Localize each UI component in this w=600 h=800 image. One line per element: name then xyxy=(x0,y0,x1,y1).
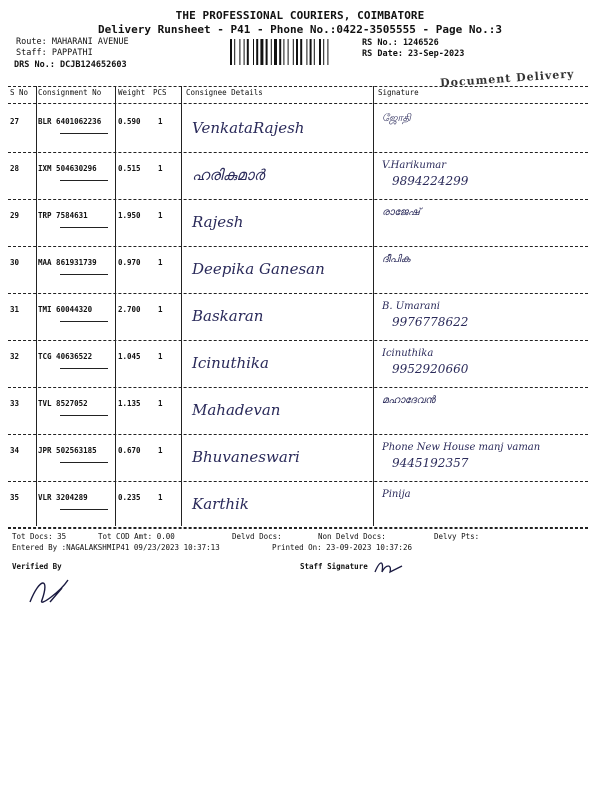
row-weight: 0.590 xyxy=(118,117,141,126)
row-consignment: MAA 861931739 xyxy=(38,258,97,267)
signature-handwriting: ദീപിക xyxy=(382,254,411,265)
tot-cod-amt: Tot COD Amt: 0.00 xyxy=(98,532,175,541)
row-weight: 0.970 xyxy=(118,258,141,267)
col-signature: Signature xyxy=(378,88,419,97)
row-pcs: 1 xyxy=(158,305,163,314)
consignee-handwriting: Karthik xyxy=(192,495,249,513)
barcode-bar xyxy=(274,39,277,65)
signature-handwriting: ஜோதி xyxy=(382,113,411,124)
consignee-handwriting: Icinuthika xyxy=(192,354,269,372)
signature-handwriting: B. Umarani xyxy=(382,301,440,312)
runsheet-subtitle: Delivery Runsheet - P41 - Phone No.:0422-3505555 - Page No.:3 xyxy=(98,23,502,36)
row-separator xyxy=(8,246,588,247)
col-sno: S No xyxy=(10,88,29,97)
row-separator xyxy=(8,199,588,200)
barcode-bar xyxy=(296,39,298,65)
signature-handwriting: V.Harikumar xyxy=(382,160,447,171)
header-bottom-rule xyxy=(8,103,588,104)
row-separator xyxy=(8,481,588,482)
printed-on: Printed On: 23-09-2023 10:37:26 xyxy=(272,543,412,552)
row-sno: 27 xyxy=(10,117,20,126)
col-weight: Weight xyxy=(118,88,146,97)
delvd-docs: Delvd Docs: xyxy=(232,532,282,541)
barcode-bar xyxy=(293,39,294,65)
row-consignment: TCG 40636522 xyxy=(38,352,93,361)
consignee-handwriting: VenkataRajesh xyxy=(192,119,305,137)
consignee-handwriting: Baskaran xyxy=(192,307,264,325)
barcode-bar xyxy=(244,39,245,65)
consignment-underline xyxy=(60,509,108,510)
row-weight: 0.235 xyxy=(118,493,141,502)
consignment-underline xyxy=(60,133,108,134)
row-separator xyxy=(8,387,588,388)
barcode-bar xyxy=(260,39,263,65)
row-consignment: TVL 8527052 xyxy=(38,399,88,408)
tot-docs: Tot Docs: 35 xyxy=(12,532,67,541)
row-sno: 33 xyxy=(10,399,20,408)
row-separator xyxy=(8,528,588,529)
consignee-handwriting: Deepika Ganesan xyxy=(192,260,325,278)
delivery-stamp: Document Delivery xyxy=(439,67,575,90)
barcode-bar xyxy=(314,39,315,65)
signature-handwriting: Phone New House manj vaman xyxy=(382,442,541,453)
row-sno: 34 xyxy=(10,446,20,455)
row-sno: 32 xyxy=(10,352,20,361)
signature-handwriting: മഹാദേവൻ xyxy=(382,395,436,406)
row-sno: 31 xyxy=(10,305,20,314)
barcode-bar xyxy=(253,39,254,65)
signature-handwriting: രാജേഷ് xyxy=(382,207,420,218)
barcode-icon xyxy=(230,39,358,65)
row-weight: 0.515 xyxy=(118,164,141,173)
barcode-bar xyxy=(239,39,240,65)
col-consignee: Consignee Details xyxy=(186,88,263,97)
barcode-bar xyxy=(230,39,232,65)
barcode-bar xyxy=(288,39,289,65)
staff-label: Staff: PAPPATHI xyxy=(16,48,93,58)
row-pcs: 1 xyxy=(158,352,163,361)
barcode-bar xyxy=(327,39,328,65)
consignment-underline xyxy=(60,274,108,275)
signature-handwriting-2: 9445192357 xyxy=(392,456,469,470)
rs-date: RS Date: 23-Sep-2023 xyxy=(362,49,465,59)
non-delvd-docs: Non Delvd Docs: xyxy=(318,532,386,541)
row-sno: 28 xyxy=(10,164,20,173)
barcode-bar xyxy=(306,39,307,65)
drs-number: DRS No.: DCJB124652603 xyxy=(14,60,127,70)
row-consignment: IXM 504630296 xyxy=(38,164,97,173)
row-weight: 1.135 xyxy=(118,399,141,408)
row-consignment: VLR 3204289 xyxy=(38,493,88,502)
row-weight: 2.700 xyxy=(118,305,141,314)
barcode-bar xyxy=(300,39,302,65)
row-consignment: BLR 6401062236 xyxy=(38,117,102,126)
verified-by: Verified By xyxy=(12,562,62,571)
row-separator xyxy=(8,293,588,294)
barcode-bar xyxy=(256,39,258,65)
consignment-underline xyxy=(60,368,108,369)
signature-handwriting: Pinija xyxy=(382,489,411,500)
row-weight: 0.670 xyxy=(118,446,141,455)
header-top-rule xyxy=(8,86,588,87)
barcode-bar xyxy=(323,39,324,65)
row-separator xyxy=(8,152,588,153)
signature-handwriting-2: 9976778622 xyxy=(392,315,469,329)
row-sno: 29 xyxy=(10,211,20,220)
row-consignment: TMI 60044320 xyxy=(38,305,93,314)
signature-handwriting: Icinuthika xyxy=(382,348,434,359)
consignment-underline xyxy=(60,462,108,463)
row-sno: 30 xyxy=(10,258,20,267)
row-weight: 1.950 xyxy=(118,211,141,220)
row-separator xyxy=(8,434,588,435)
row-separator xyxy=(8,340,588,341)
consignment-underline xyxy=(60,180,108,181)
barcode-bar xyxy=(279,39,281,65)
barcode-bar xyxy=(283,39,284,65)
verifier-signature-icon xyxy=(20,572,80,612)
row-pcs: 1 xyxy=(158,211,163,220)
barcode-bar xyxy=(234,39,235,65)
consignee-handwriting: Rajesh xyxy=(192,213,244,231)
consignment-underline xyxy=(60,415,108,416)
consignment-underline xyxy=(60,227,108,228)
row-pcs: 1 xyxy=(158,164,163,173)
route-label: Route: MAHARANI AVENUE xyxy=(16,37,129,47)
row-pcs: 1 xyxy=(158,258,163,267)
barcode-bar xyxy=(247,39,249,65)
signature-handwriting-2: 9952920660 xyxy=(392,362,469,376)
row-pcs: 1 xyxy=(158,399,163,408)
consignee-handwriting: Bhuvaneswari xyxy=(192,448,300,466)
table-header xyxy=(8,88,588,100)
row-weight: 1.045 xyxy=(118,352,141,361)
barcode-bar xyxy=(310,39,312,65)
row-consignment: TRP 7584631 xyxy=(38,211,88,220)
row-consignment: JPR 502563185 xyxy=(38,446,97,455)
barcode-bar xyxy=(271,39,272,65)
col-consignment: Consignment No xyxy=(38,88,102,97)
staff-signature: Staff Signature xyxy=(300,562,368,571)
rs-number: RS No.: 1246526 xyxy=(362,38,439,48)
delvy-pts: Delvy Pts: xyxy=(434,532,480,541)
barcode-bar xyxy=(266,39,268,65)
signature-handwriting-2: 9894224299 xyxy=(392,174,469,188)
barcode-bar xyxy=(319,39,321,65)
company-title: THE PROFESSIONAL COURIERS, COIMBATORE xyxy=(175,9,425,22)
entered-by: Entered By :NAGALAKSHMIP41 09/23/2023 10:37:13 xyxy=(12,543,220,552)
row-sno: 35 xyxy=(10,493,20,502)
staff-signature-icon xyxy=(372,558,408,578)
footer-rule xyxy=(8,527,588,528)
consignee-handwriting: Mahadevan xyxy=(192,401,281,419)
row-pcs: 1 xyxy=(158,493,163,502)
col-pcs: PCS xyxy=(153,88,167,97)
consignee-handwriting: ഹരികുമാർ xyxy=(192,166,265,184)
row-pcs: 1 xyxy=(158,117,163,126)
consignment-underline xyxy=(60,321,108,322)
row-pcs: 1 xyxy=(158,446,163,455)
